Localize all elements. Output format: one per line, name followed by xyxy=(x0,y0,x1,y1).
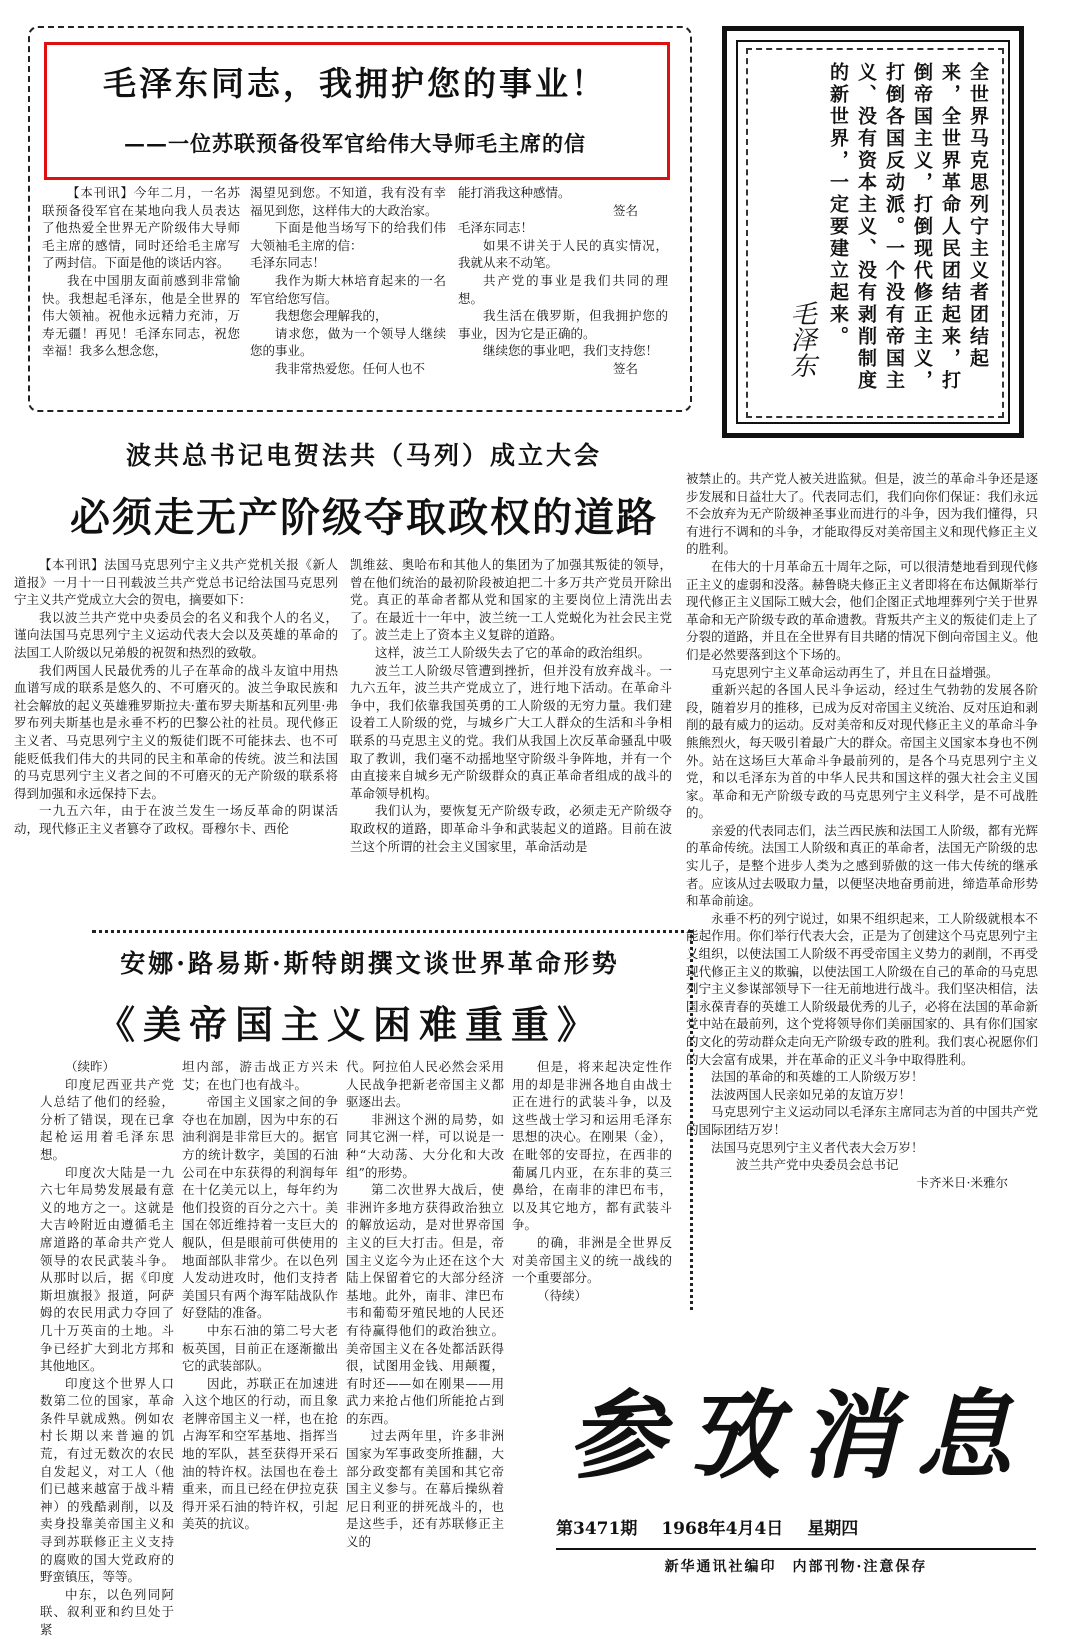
paragraph: 代。阿拉伯人民必然会采用人民战争把新老帝国主义都驱逐出去。 xyxy=(346,1059,504,1110)
paragraph: 我们两国人民最优秀的儿子在革命的战斗友谊中用热血谱写成的联系是悠久的、不可磨灭的。波兰争取民族和社会解放的起义英雄雅罗斯拉夫·董布罗夫斯基和瓦列里·弗罗布列夫斯基也是永垂不朽的巴黎公社的社员。现代修正主义者、马克思列宁主义的叛徒们既不可能抹去、也不可能贬低我们伟大的共同的民主和革命的传统。波兰和法国的马克思列宁主义者之间的不可磨灭的无产阶级的联系将得到加强和永远保持下去。 xyxy=(14,662,338,801)
paragraph: 中东，以色列同阿联、叙利亚和约旦处于紧 xyxy=(40,1586,174,1637)
paragraph: 被禁止的。共产党人被关进监狱。但是，波兰的革命斗争还是逐步发展和日益壮大了。代表同志们，我们向你们保证：我们永远不会放弃为无产阶级神圣事业而进行的斗争，因为我们懂得，只有进行不调和的斗争，才能取得反对美帝国主义和现代修正主义的胜利。 xyxy=(686,471,1038,557)
paragraph: 能打消我这种感情。 xyxy=(458,185,571,200)
paragraph: 因此，苏联正在加速进入这个地区的行动，而且象老牌帝国主义一样，也在抢占海军和空军基地、指挥当地的军队，甚至获得开采石油的特许权。法国也在卷土重来，而且已经在伊拉克获得开采石油的特许权，引起美英的抗议。 xyxy=(182,1375,338,1532)
paragraph: 【本刊讯】今年二月，一名苏联预备役军官在某地向我人员表达了他热爱全世界无产阶级伟大导师毛主席的感情，同时还给毛主席写了两封信。下面是他的谈话内容。 xyxy=(42,185,240,271)
paragraph: 凯维兹、奥哈布和其他人的集团为了加强其叛徒的领导，曾在他们统治的最初阶段被迫把二十多万共产党员开除出党。真正的革命者都从党和国家的主要岗位上清洗出去了。在最近十一年中，波兰统一工人党蜕化为社会民主党了。波兰走上了资本主义复辟的道路。 xyxy=(350,557,672,643)
signature: 签名 xyxy=(612,360,638,376)
paragraph: 我在中国朋友面前感到非常愉快。我想起毛泽东，他是全世界的伟大领袖。祝他永远精力充沛，万寿无疆！再见！毛泽东同志，祝您幸福！我多么想念您， xyxy=(42,272,240,359)
paragraph: 下面是他当场写下的给我们伟大领袖毛主席的信： xyxy=(250,220,446,253)
poland-headline: 必须走无产阶级夺取政权的道路 xyxy=(70,494,658,541)
paragraph: 印度尼西亚共产党人总结了他们的经验，分析了错误，现在已拿起枪运用着毛泽东思想。 xyxy=(40,1076,174,1162)
paragraph: 法国的革命的和英雄的工人阶级万岁！ xyxy=(711,1069,924,1085)
paragraph: 我以波兰共产党中央委员会的名义和我个人的名义，谨向法国马克思列宁主义运动代表大会以及英雄的革命的法国工人阶级以兄弟般的祝贺和热烈的致敬。 xyxy=(14,609,338,660)
paragraph: 请求您，做为一个领导人继续您的事业。 xyxy=(250,325,446,359)
letter-column-2 xyxy=(250,184,446,394)
poland-column-3 xyxy=(686,470,1038,1330)
paragraph: 马克思列宁主义革命运动再生了，并且在日益增强。 xyxy=(711,664,999,680)
paragraph: 亲爱的代表同志们，法兰西民族和法国工人阶级，都有光辉的革命传统。法国工人阶级和真正的革命者，法国无产阶级的忠实儿子，是整个进步人类为之感到骄傲的这一伟大传统的继承者。应该从过去吸取力量，以便坚决地奋勇前进，缔造革命形势和革命前途。 xyxy=(686,822,1038,909)
paragraph: 这样，波兰工人阶级失去了它的革命的政治组织。 xyxy=(375,644,651,660)
anna-column-4 xyxy=(512,1058,672,1348)
paragraph: 我作为斯大林培育起来的一名军官给您写信。 xyxy=(250,272,446,306)
paragraph: 我生活在俄罗斯，但我拥护您的事业，因为它是正确的。 xyxy=(458,308,668,341)
paragraph: 继续您的事业吧，我们支持您！ xyxy=(483,343,659,359)
paragraph: 如果不讲关于人民的真实情况，我就从来不动笔。 xyxy=(458,237,668,271)
paragraph: 马克思列宁主义运动同以毛泽东主席同志为首的中国共产党的国际团结万岁！ xyxy=(686,1104,1038,1137)
issue-weekday: 星期四 xyxy=(807,1519,859,1539)
paragraph: 在伟大的十月革命五十周年之际，可以很清楚地看到现代修正主义的虚弱和没落。赫鲁晓夫修正主义者即将在布达佩斯举行现代修正主义国际工贼大会，他们企图正式地埋葬列宁关于世界革命和无产阶级专政的革命遗教。背叛共产主义的叛徒们走上了分裂的道路，并且在全世界有目共睹的情况下倒向帝国主义。他们是必然要落到这个下场的。 xyxy=(686,558,1038,662)
letter-column-1 xyxy=(42,184,240,394)
paragraph: （待续） xyxy=(537,1287,588,1303)
anna-column-1 xyxy=(40,1058,174,1637)
paragraph: 重新兴起的各国人民斗争运动，经过生气勃勃的发展各阶段，随着岁月的推移，已成为反对帝国主义统治、反对压迫和剥削的最有威力的运动。反对美帝和反对现代修正主义的革命斗争熊熊烈火，每天吸引着最广大的群众。帝国主义国家本身也不例外。站在这场巨大革命斗争最前列的，是各个马克思列宁主义党，和以毛泽东为首的中华人民共和国这样的强大社会主义国家。革命和无产阶级专政的马克思列宁主义科学，是不可战胜的。 xyxy=(686,682,1038,821)
paragraph: 渴望见到您。不知道，我有没有幸福见到您，这样伟大的大政治家。 xyxy=(250,185,446,218)
paragraph: 非洲这个洲的局势，如同其它洲一样，可以说是一种“大动荡、大分化和大改组”的形势。 xyxy=(346,1111,504,1180)
masthead-rule xyxy=(556,1548,1036,1550)
paragraph: 中东石油的第二号大老板英国，目前正在逐渐撤出它的武装部队。 xyxy=(182,1322,338,1374)
masthead-footer: 新华通讯社编印 内部刊物·注意保存 xyxy=(664,1559,928,1575)
signature: 卡齐米日·米雅尔 xyxy=(916,1174,1008,1190)
paragraph: 波兰工人阶级尽管遭到挫折，但并没有放弃战斗。一九六五年，波兰共产党成立了，进行地下活动。在革命斗争中，我们依靠我国英勇的工人阶级的无穷力量。我们建设着工人阶级的党，与城乡广大工人群众的生活和斗争相联系的马克思主义的党。我们从我国上次反革命骚乱中吸取了教训，我们毫不动摇地坚守阶级斗争阵地，并有一个由直接来自城乡无产阶级群众的真正革命者组成的战斗的革命领导机构。 xyxy=(350,662,672,801)
paragraph: 的确，非洲是全世界反对美帝国主义的统一战线的一个重要部分。 xyxy=(512,1234,672,1286)
masthead-logo: 参攷消息 xyxy=(568,1379,1032,1492)
letter-column-3 xyxy=(458,184,668,394)
signature: 签名 xyxy=(612,202,638,218)
paragraph: 帝国主义国家之间的争夺也在加剧，因为中东的石油利润是非常巨大的。据官方的统计数字，美国的石油公司在中东获得的利润每年在十亿美元以上，每年约为他们投资的百分之六十。美国在邻近维持着一支巨大的舰队，但是眼前可供使用的地面部队非常少。在以色列人发动进攻时，他们支持者美国只有两个海军陆战队作好登陆的准备。 xyxy=(182,1094,338,1321)
paragraph: 法波两国人民亲如兄弟的友谊万岁！ xyxy=(711,1086,912,1102)
anna-headline: 《美帝国主义困难重重》 xyxy=(96,1002,603,1047)
issue-date: 1968年4月4日 xyxy=(661,1519,784,1539)
paragraph: 共产党的事业是我们共同的理想。 xyxy=(458,272,668,306)
poland-kicker: 波共总书记电贺法共（马列）成立大会 xyxy=(125,441,602,470)
paragraph: 一九五六年，由于在波兰发生一场反革命的阴谋活动，现代修正主义者篡夺了政权。哥穆尔卡、西伦 xyxy=(14,803,338,836)
anna-kicker: 安娜·路易斯·斯特朗撰文谈世界革命形势 xyxy=(120,949,620,978)
poland-column-2 xyxy=(350,556,672,918)
paragraph: 法国马克思列宁主义者代表大会万岁！ xyxy=(711,1139,924,1155)
poland-column-1 xyxy=(14,556,338,918)
paragraph: 波兰共产党中央委员会总书记 xyxy=(736,1157,899,1173)
issue-number: 第3471期 xyxy=(556,1519,638,1539)
section-divider-vertical xyxy=(690,930,695,1310)
paragraph: （续昨） xyxy=(65,1059,116,1074)
letter-title: 毛泽东同志，我拥护您的事业！ xyxy=(103,64,607,103)
paragraph: 我非常热爱您。任何人也不 xyxy=(275,360,426,376)
paragraph: 印度次大陆是一九六七年局势发展最有意义的地方之一。这就是大吉岭附近由遵循毛主席道路的革命共产党人领导的农民武装斗争。从那时以后，据《印度斯坦旗报》报道，阿萨姆的农民用武力夺回了几十万英亩的土地。斗争已经扩大到北方邦和其他地区。 xyxy=(40,1164,174,1374)
paragraph: 但是，将来起决定性作用的却是非洲各地自由战士正在进行的武装斗争，以及这些战士学习和运用毛泽东思想的决心。在刚果（金），在毗邻的安哥拉，在西非的葡属几内亚，在东非的莫三鼻给，在南非的津巴布韦，以及其它地方，都有武装斗争。 xyxy=(512,1059,672,1233)
anna-column-3 xyxy=(346,1058,504,1600)
paragraph: 我想您会理解我的， xyxy=(275,308,388,324)
paragraph: 【本刊讯】法国马克思列宁主义共产党机关报《新人道报》一月十一日刊载波兰共产党总书记给法国马克思列宁主义共产党成立大会的贺电，摘要如下： xyxy=(14,557,338,608)
paragraph: 毛泽东同志！ xyxy=(458,220,534,236)
paragraph: 毛泽东同志！ xyxy=(250,255,326,271)
paragraph: 我们认为，要恢复无产阶级专政，必须走无产阶级夺取政权的道路，即革命斗争和武装起义的道路。目前在波兰这个所谓的社会主义国家里，革命活动是 xyxy=(350,803,672,854)
letter-subtitle: ——一位苏联预备役军官给伟大导师毛主席的信 xyxy=(124,131,586,156)
anna-column-2 xyxy=(182,1058,338,1600)
issue-line xyxy=(556,1514,1036,1539)
paragraph: 永垂不朽的列宁说过，如果不组织起来，工人阶级就根本不能起作用。你们举行代表大会，正是为了创建这个马克思列宁主义组织，以使法国工人阶级不再受帝国主义势力的剥削，不再受现代修正主义的欺骗，以使法国工人阶级在自己的革命的马克思列宁主义参谋部领导下一往无前地进行战斗。我们坚决相信，法国永葆青春的英雄工人阶级最优秀的儿子，必将在法国的革命新党中站在最前列，这个党将领导你们美丽国家的、具有你们国家的文化的劳动群众走向无产阶级专政的胜利。我们衷心祝愿你们的大会富有成果，并在革命的正义斗争中取得胜利。 xyxy=(686,910,1038,1067)
quote-text: 全世界马克思列宁主义者团结起来，全世界革命人民团结起来，打倒帝国主义，打倒现代修正主义，打倒各国反动派。一个没有帝国主义、没有资本主义、没有剥削制度的新世界，一定要建立起来。 xyxy=(827,62,989,392)
paragraph: 过去两年里，许多非洲国家为军事政变所推翻，大部分政变都有美国和其它帝国主义参与。在幕后操纵着尼日利亚的拼死战斗的，也是这些手，还有苏联修正主义的 xyxy=(346,1428,504,1550)
paragraph: 第二次世界大战后，使非洲许多地方获得政治独立的解放运动，是对世界帝国主义的巨大打击。但是，帝国主义迄今为止还在这个大陆上保留着它的大部分经济基地。此外，南非、津巴布韦和葡萄牙殖民地的人民还有待赢得他们的政治独立。美帝国主义在各处都活跃得很，试图用金钱、用颠覆，有时还——如在刚果——用武力来抢占他们所能抢占到的东西。 xyxy=(346,1182,504,1426)
paragraph: 印度这个世界人口数第二位的国家，革命条件早就成熟。例如农村长期以来普遍的饥荒，有过无数次的农民自发起义，对工人（他们已越来越富于战斗精神）的残酷剥削，以及卖身投靠美帝国主义和寻到苏联修正主义支持的腐败的国大党政府的野蛮镇压，等等。 xyxy=(40,1375,174,1585)
paragraph: 坦内部，游击战正方兴未艾；在也门也有战斗。 xyxy=(182,1059,338,1092)
section-divider-dotted xyxy=(92,930,692,935)
quote-signature: 毛泽东 xyxy=(786,300,816,378)
